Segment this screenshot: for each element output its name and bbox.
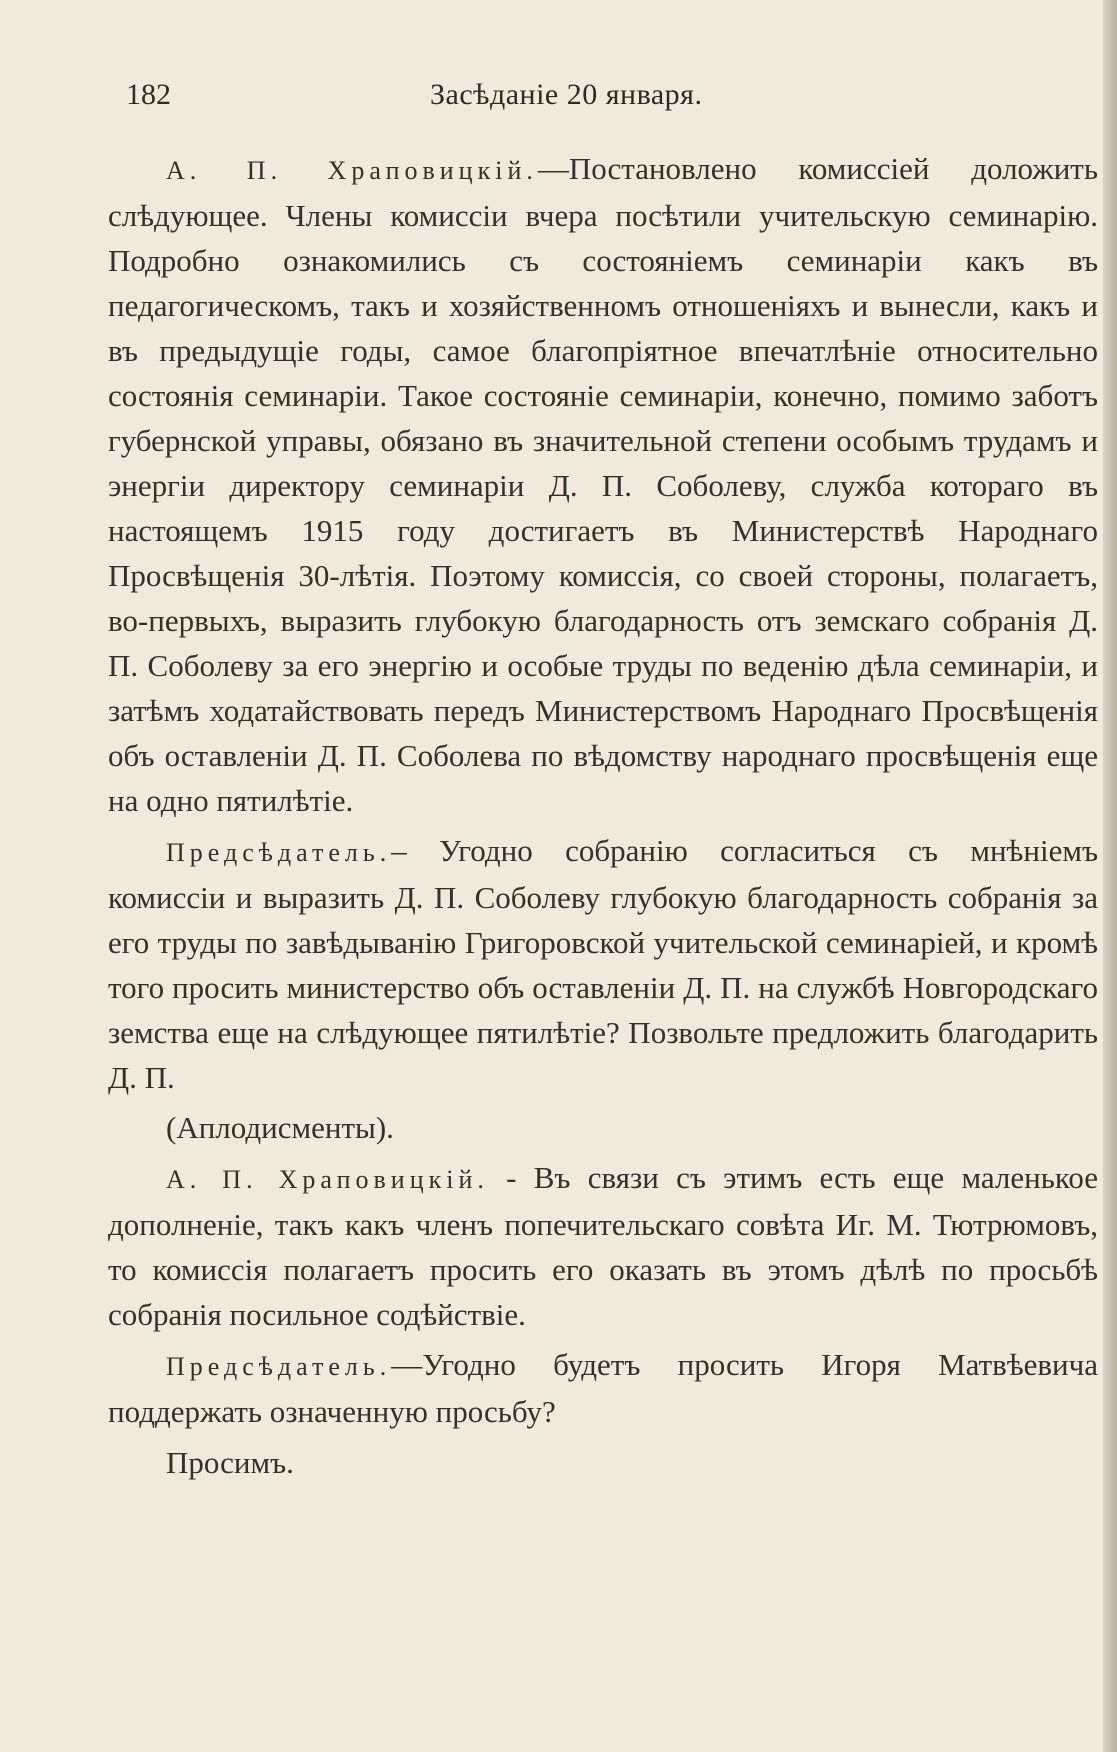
- paragraph-text: Просимъ.: [166, 1445, 294, 1480]
- paragraph: [108, 146, 1098, 823]
- speaker-name: Предсѣдатель.: [166, 1352, 392, 1381]
- speaker-name: Предсѣдатель.: [166, 838, 392, 867]
- paragraph-text: - Въ связи съ этимъ есть еще маленькое дополненіе, такъ какъ членъ попечительскаго совѣта Иг. М. Тютрюмовъ, то комиссія полагаетъ просить его оказать въ этомъ дѣлѣ по просьбѣ собранія посильное содѣйствіе.: [108, 1160, 1098, 1332]
- running-header: [118, 78, 1018, 118]
- paragraph-text: (Аплодисменты).: [166, 1110, 394, 1145]
- paragraph-text: – Угодно собранію согласиться съ мнѣніемъ комиссіи и выразить Д. П. Соболеву глубокую благодарность собранія за его труды по завѣдыванію Григоровской учительской семинаріей, и кромѣ того просить министерство объ оставленіи Д. П. на службѣ Новгородскаго земства еще на слѣдующее пятилѣтіе? Позвольте предложить благодарить Д. П.: [108, 833, 1098, 1095]
- paragraph: [108, 828, 1098, 1100]
- speaker-name: А. П. Храповицкій.: [166, 1165, 489, 1194]
- paragraph: [108, 1155, 1098, 1337]
- page-edge-shadow: [1103, 0, 1117, 1752]
- running-title: Засѣданіе 20 января.: [430, 78, 703, 111]
- paragraph-text: —Угодно будетъ просить Игоря Матвѣевича поддержать означенную просьбу?: [108, 1347, 1098, 1429]
- page-number: 182: [126, 78, 171, 111]
- paragraph: [108, 1342, 1098, 1434]
- paragraph: [108, 1105, 1098, 1150]
- paragraph-text: —Постановлено комиссіей доложить слѣдующее. Члены комиссіи вчера посѣтили учительскую семинарію. Подробно ознакомились съ состояніемъ семинаріи какъ въ педагогическомъ, такъ и хозяйственномъ отношеніяхъ и вынесли, какъ и въ предыдущіе годы, самое благопріятное впечатлѣніе относительно состоянія семинаріи. Такое состояніе семинаріи, конечно, помимо заботъ губернской управы, обязано въ значительной степени особымъ трудамъ и энергіи директору семинаріи Д. П. Соболеву, служба котораго въ настоящемъ 1915 году достигаетъ въ Министерствѣ Народнаго Просвѣщенія 30-лѣтія. Поэтому комиссія, со своей стороны, полагаетъ, во-первыхъ, выразить глубокую благодарность отъ земскаго собранія Д. П. Соболеву за его энергію и особые труды по веденію дѣла семинаріи, и затѣмъ ходатайствовать передъ Министерствомъ Народнаго Просвѣщенія объ оставленіи Д. П. Соболева по вѣдомству народнаго просвѣщенія еще на одно пятилѣтіе.: [108, 151, 1098, 818]
- speaker-name: А. П. Храповицкій.: [166, 156, 538, 185]
- paragraph: [108, 1440, 1098, 1485]
- body-text: [108, 146, 1098, 1490]
